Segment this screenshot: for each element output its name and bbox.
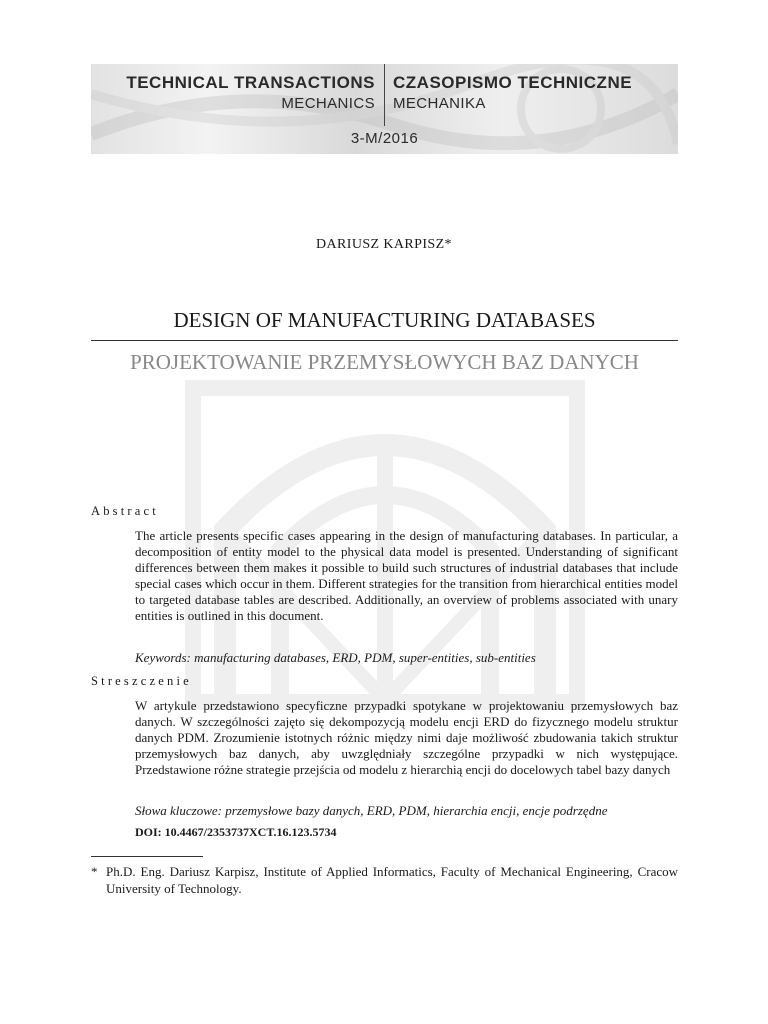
streszczenie-text: W artykule przedstawiono specyficzne przypadki spotykane w projektowaniu przemysłowych baz danych. W szczególności zajęto się dekompozycją modelu encji ERD do fizycznego modelu struktur danych PDM. Zrozumienie istotnych różnic między nimi daje możliwość zbudowania takich struktur przemysłowych baz danych, aby uwzględniały szczególne przypadki w nich występujące. Przedstawione różne strategie przejścia od modelu z hierarchią encji do docelowych tabel bazy danych <box>135 698 678 777</box>
series-pl: MECHANIKA <box>393 95 486 112</box>
abstract-keywords: Keywords: manufacturing databases, ERD, PDM, super-entities, sub-entities <box>135 650 536 665</box>
footnote-text: Ph.D. Eng. Dariusz Karpisz, Institute of Applied Informatics, Faculty of Mechanical Engineering, Cracow University of Technology. <box>106 864 678 896</box>
abstract-text: The article presents specific cases appearing in the design of manufacturing databases. In particular, a decomposition of entity model to the physical data model is presented. Understanding of significant differences between them makes it possible to build such structures of industrial databases that include special cases which occur in them. Different strategies for the transition from hierarchical entities model to targeted database tables are described. Additionally, an overview of problems associated with unary entities is outlined in this document. <box>135 528 678 623</box>
journal-header <box>91 64 678 154</box>
series-en: MECHANICS <box>281 95 375 112</box>
paper-title-en: DESIGN OF MANUFACTURING DATABASES <box>173 308 596 332</box>
streszczenie-keywords: Słowa kluczowe: przemysłowe bazy danych, ERD, PDM, hierarchia encji, encje podrzędne <box>135 803 608 818</box>
paper-title-pl: PROJEKTOWANIE PRZEMYSŁOWYCH BAZ DANYCH <box>130 350 639 374</box>
footnote-mark: * <box>91 864 98 879</box>
doi: DOI: 10.4467/2353737XCT.16.123.5734 <box>135 825 337 839</box>
journal-title-en: TECHNICAL TRANSACTIONS <box>126 73 375 92</box>
header-divider <box>384 64 385 126</box>
streszczenie-heading: Streszczenie <box>91 674 192 688</box>
header-right <box>393 72 632 114</box>
issue-number: 3-M/2016 <box>350 130 419 147</box>
author-name: DARIUSZ KARPISZ* <box>316 237 452 252</box>
header-left <box>126 72 375 114</box>
footnote-rule <box>91 856 203 857</box>
footnote <box>91 864 678 897</box>
title-divider <box>91 340 678 341</box>
abstract-heading: Abstract <box>91 504 159 518</box>
journal-title-pl: CZASOPISMO TECHNICZNE <box>393 73 633 92</box>
